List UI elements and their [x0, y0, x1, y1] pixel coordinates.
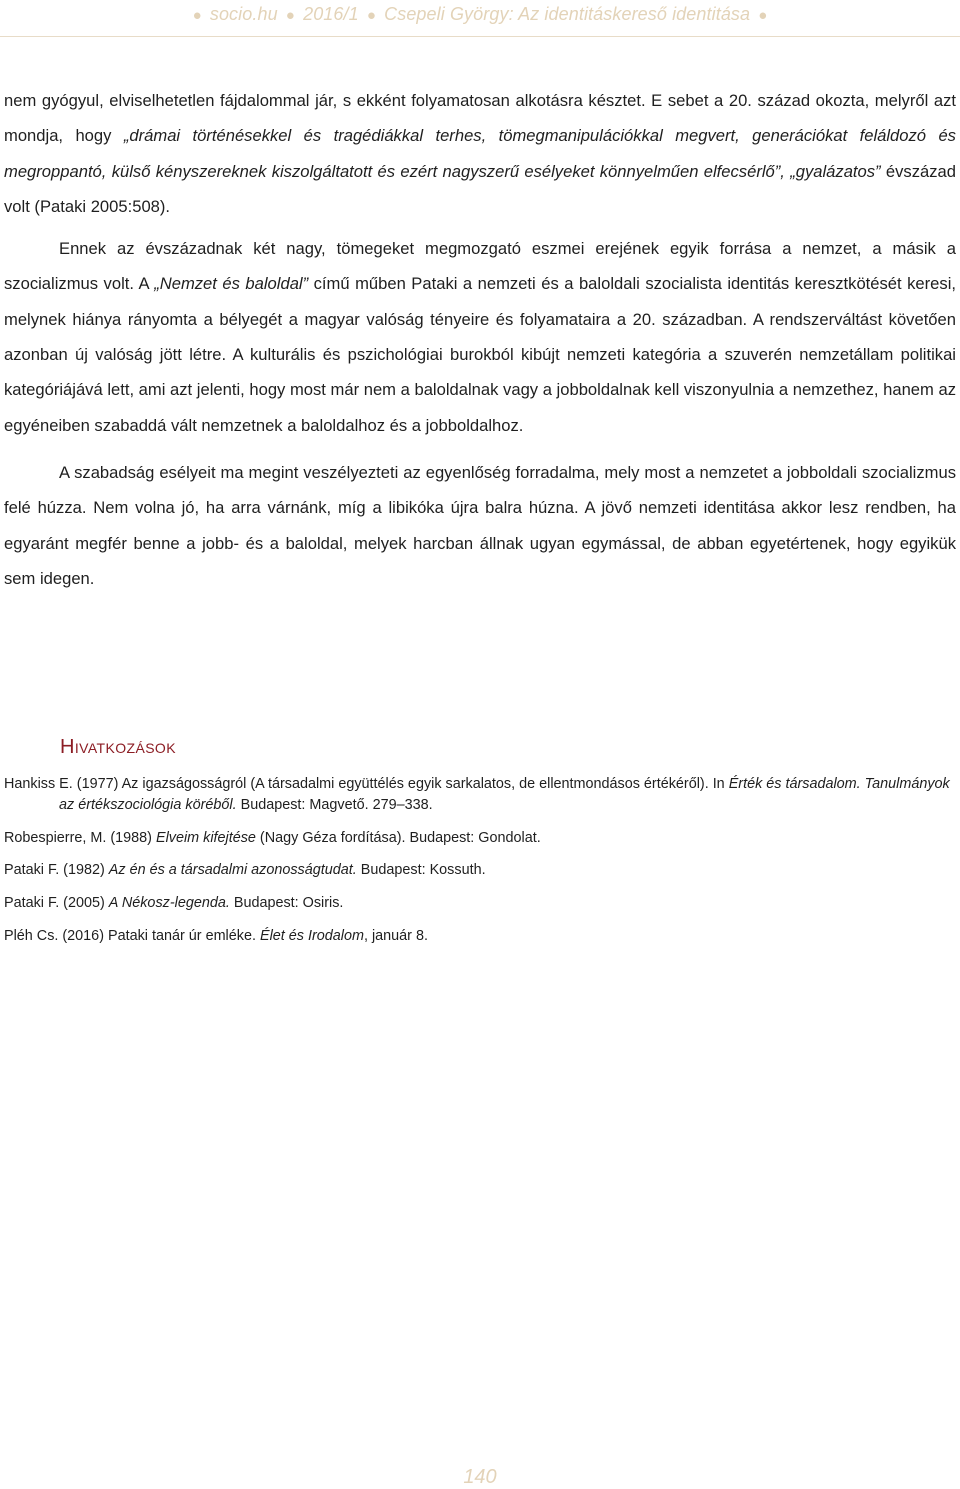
reference-text: (Nagy Géza fordítása). Budapest: Gondolat.	[255, 829, 541, 846]
header-article: Csepeli György: Az identitáskereső identitása	[384, 4, 751, 24]
paragraph-3	[4, 455, 956, 596]
paragraph-3-text: A szabadság esélyeit ma megint veszélyezteti az egyenlőség forradalma, mely most a nemzetet a jobboldali szocializmus felé húzza. Nem volna jó, ha arra várnánk, míg a libikóka újra balra húzna. A jövő nemzeti identitása akkor lesz rendben, ha egyaránt megfér benne a jobb- és a baloldal, melyek harcban állnak ugyan egymással, de abban egyetértenek, hogy egyikük sem idegen.	[4, 462, 956, 588]
bullet-icon: ●	[285, 7, 295, 24]
header-issue: 2016/1	[303, 4, 359, 24]
references-heading: Hivatkozások	[60, 736, 176, 758]
reference-item	[4, 926, 956, 947]
bullet-icon: ●	[758, 7, 768, 24]
running-header	[0, 4, 960, 25]
reference-item	[4, 774, 956, 816]
reference-text: , január 8.	[363, 927, 428, 944]
reference-title: Elveim kifejtése	[155, 829, 256, 846]
page-number: 140	[463, 1466, 497, 1488]
reference-title: Élet és Irodalom	[259, 927, 364, 944]
reference-text: Hankiss E. (1977) Az igazságosságról (A társadalmi együttélés egyik sarkalatos, de ellentmondásos értékéről). In	[4, 776, 729, 792]
reference-title: A Nékosz-legenda.	[108, 895, 230, 912]
reference-text: Pataki F. (1982)	[4, 862, 109, 879]
paragraph-1	[4, 83, 956, 224]
reference-text: Robespierre, M. (1988)	[4, 829, 156, 846]
paragraph-1-quote: „drámai történésekkel és tragédiákkal terhes, tömegmanipulációkkal megvert, generációkat feláldozó és megroppantó, külső kényszereknek kiszolgáltatott és ezért nagyszerű esélyeket könnyelműen elfecsérlő”, „gyalázatos”	[4, 126, 956, 181]
paragraph-1-text-a: nem gyógyul, elviselhetetlen fájdalommal jár, s ekként folyamatosan alkotásra késztet. E sebet a 20. század okozta, melyről azt mondja, hogy	[4, 91, 956, 146]
bullet-icon: ●	[192, 7, 202, 24]
references-list	[4, 774, 956, 959]
header-site: socio.hu	[209, 4, 278, 24]
reference-text: Pataki F. (2005)	[4, 895, 109, 912]
paragraph-2-quote: „Nemzet és baloldal”	[154, 274, 309, 294]
reference-text: Budapest: Osiris.	[229, 895, 344, 912]
reference-item	[4, 893, 956, 914]
reference-title: Az én és a társadalmi azonosságtudat.	[108, 862, 357, 879]
reference-item	[4, 828, 956, 849]
paragraph-1-text-b: évszázad volt (Pataki 2005:508).	[4, 161, 956, 216]
reference-text: Budapest: Magvető. 279–338.	[236, 796, 433, 813]
paragraph-2-text-b: című műben Pataki a nemzeti és a baloldali szocialista identitás keresztkötését keresi, melynek hiánya rányomta a bélyegét a magyar valóság tényeire és folyamataira a 20. században. A rendszerváltást követően azonban új valóság jött létre. A kulturális és pszichológiai burokból kibújt nemzeti kategória a szuverén nemzetállam politikai kategóriájává lett, ami azt jelenti, hogy most már nem a baloldalnak vagy a jobboldalnak kell viszonyulnia a nemzethez, hanem az egyéneiben szabaddá vált nemzetnek a baloldalhoz és a jobboldalhoz.	[4, 274, 957, 435]
reference-text: Budapest: Kossuth.	[356, 862, 486, 879]
reference-text: Pléh Cs. (2016) Pataki tanár úr emléke.	[4, 927, 260, 944]
paragraph-2	[4, 231, 956, 443]
paragraph-2-text-a: Ennek az évszázadnak két nagy, tömegeket megmozgató eszmei erejének egyik forrása a nemzet, a másik a szocializmus volt. A	[4, 239, 956, 294]
header-divider	[0, 36, 960, 37]
reference-item	[4, 860, 956, 881]
article-body	[4, 83, 956, 596]
reference-title: Érték és társadalom. Tanulmányok az értékszociológia köréből.	[59, 776, 950, 813]
bullet-icon: ●	[366, 7, 377, 24]
